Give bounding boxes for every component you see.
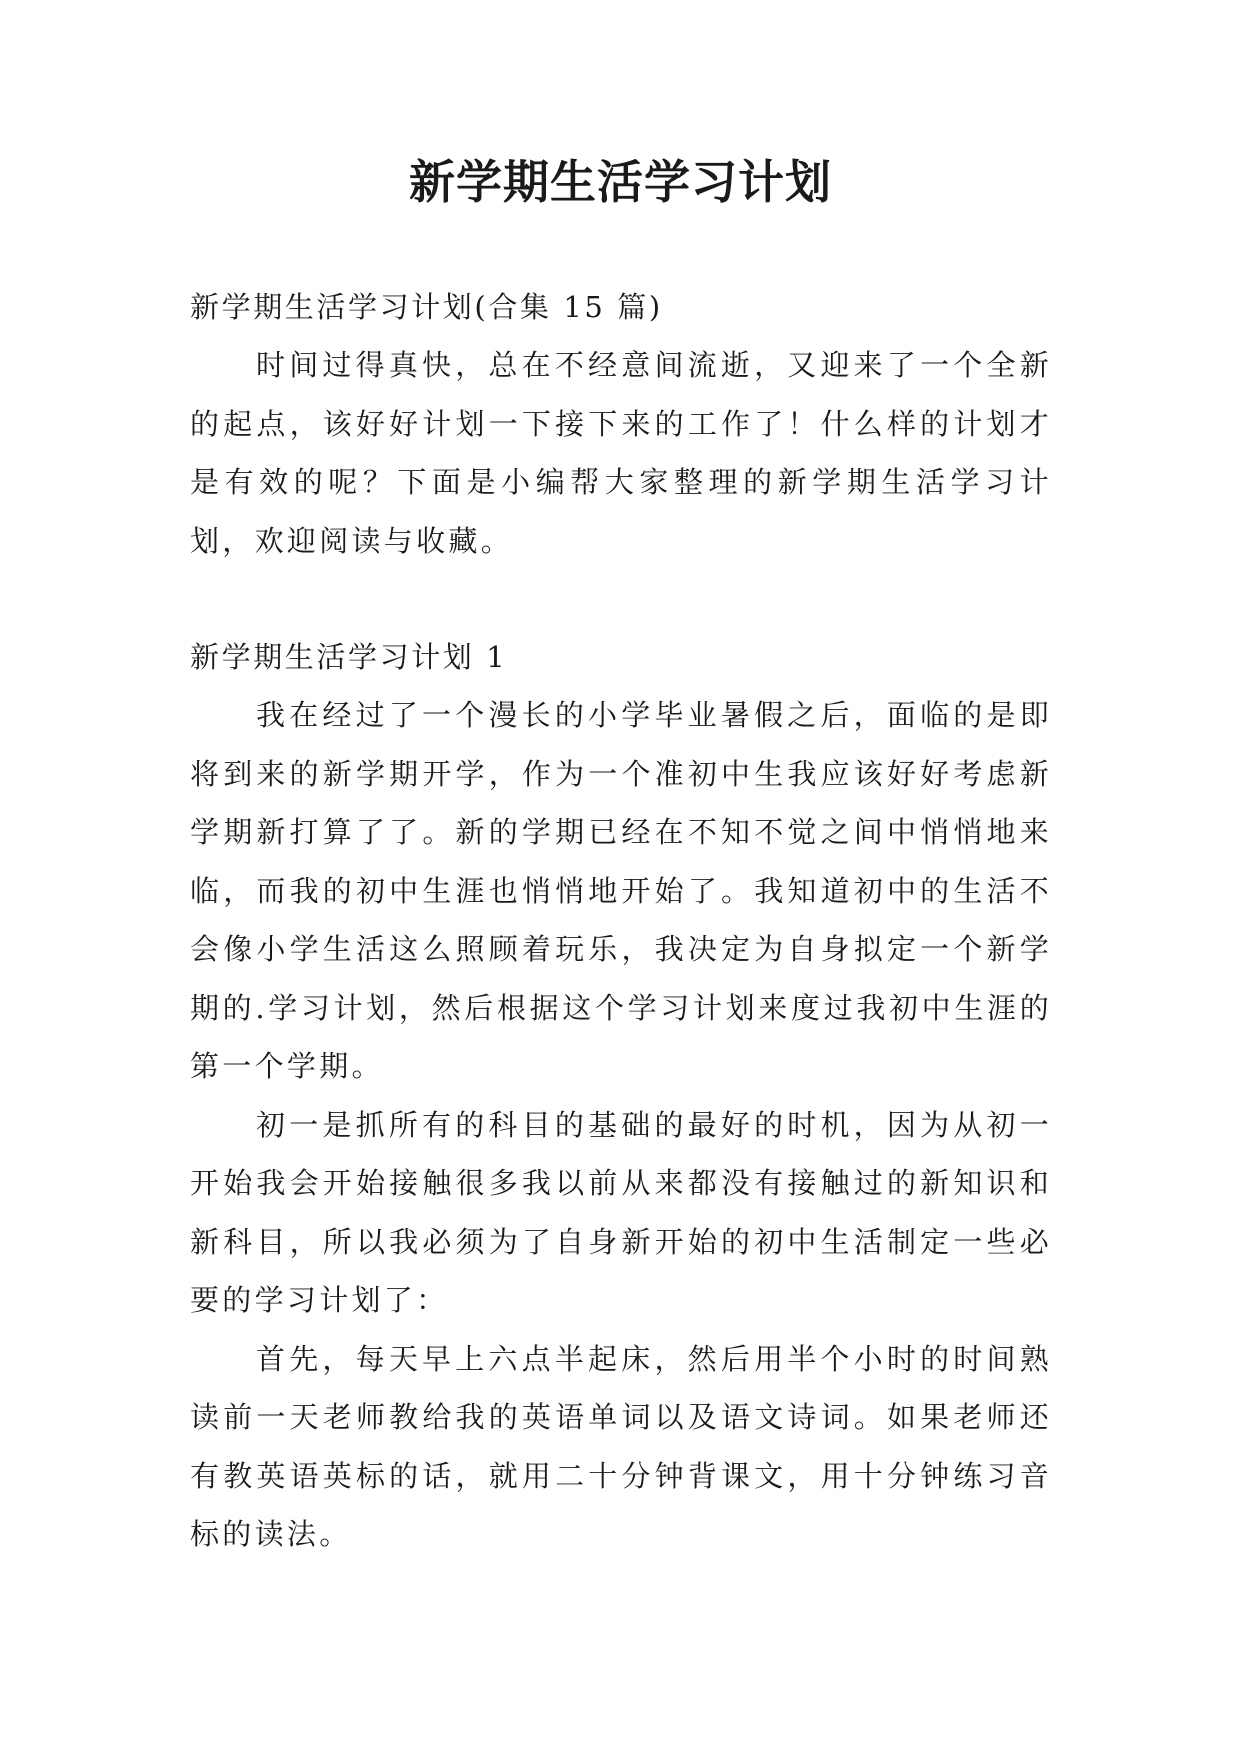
section-spacer bbox=[190, 570, 1052, 628]
body-paragraph: 我在经过了一个漫长的小学毕业暑假之后，面临的是即将到来的新学期开学，作为一个准初中生我应该好好考虑新学期新打算了了。新的学期已经在不知不觉之间中悄悄地来临，而我的初中生涯也悄悄地开始了。我知道初中的生活不会像小学生活这么照顾着玩乐，我决定为自身拟定一个新学期的.学习计划，然后根据这个学习计划来度过我初中生涯的第一个学期。 bbox=[190, 698, 1052, 1083]
section-heading: 新学期生活学习计划 1 bbox=[190, 640, 508, 674]
body-paragraph: 首先，每天早上六点半起床，然后用半个小时的时间熟读前一天老师教给我的英语单词以及语文诗词。如果老师还有教英语英标的话，就用二十分钟背课文，用十分钟练习音标的读法。 bbox=[190, 1341, 1052, 1551]
collection-heading: 新学期生活学习计划(合集 15 篇) bbox=[190, 290, 663, 324]
document-body bbox=[190, 278, 1052, 1564]
intro-paragraph: 时间过得真快，总在不经意间流逝，又迎来了一个全新的起点，该好好计划一下接下来的工作了！什么样的计划才是有效的呢？下面是小编帮大家整理的新学期生活学习计划，欢迎阅读与收藏。 bbox=[190, 348, 1052, 558]
document-title: 新学期生活学习计划 bbox=[409, 155, 832, 209]
body-paragraph: 初一是抓所有的科目的基础的最好的时机，因为从初一开始我会开始接触很多我以前从来都没有接触过的新知识和新科目，所以我必须为了自身新开始的初中生活制定一些必要的学习计划了： bbox=[190, 1107, 1052, 1317]
